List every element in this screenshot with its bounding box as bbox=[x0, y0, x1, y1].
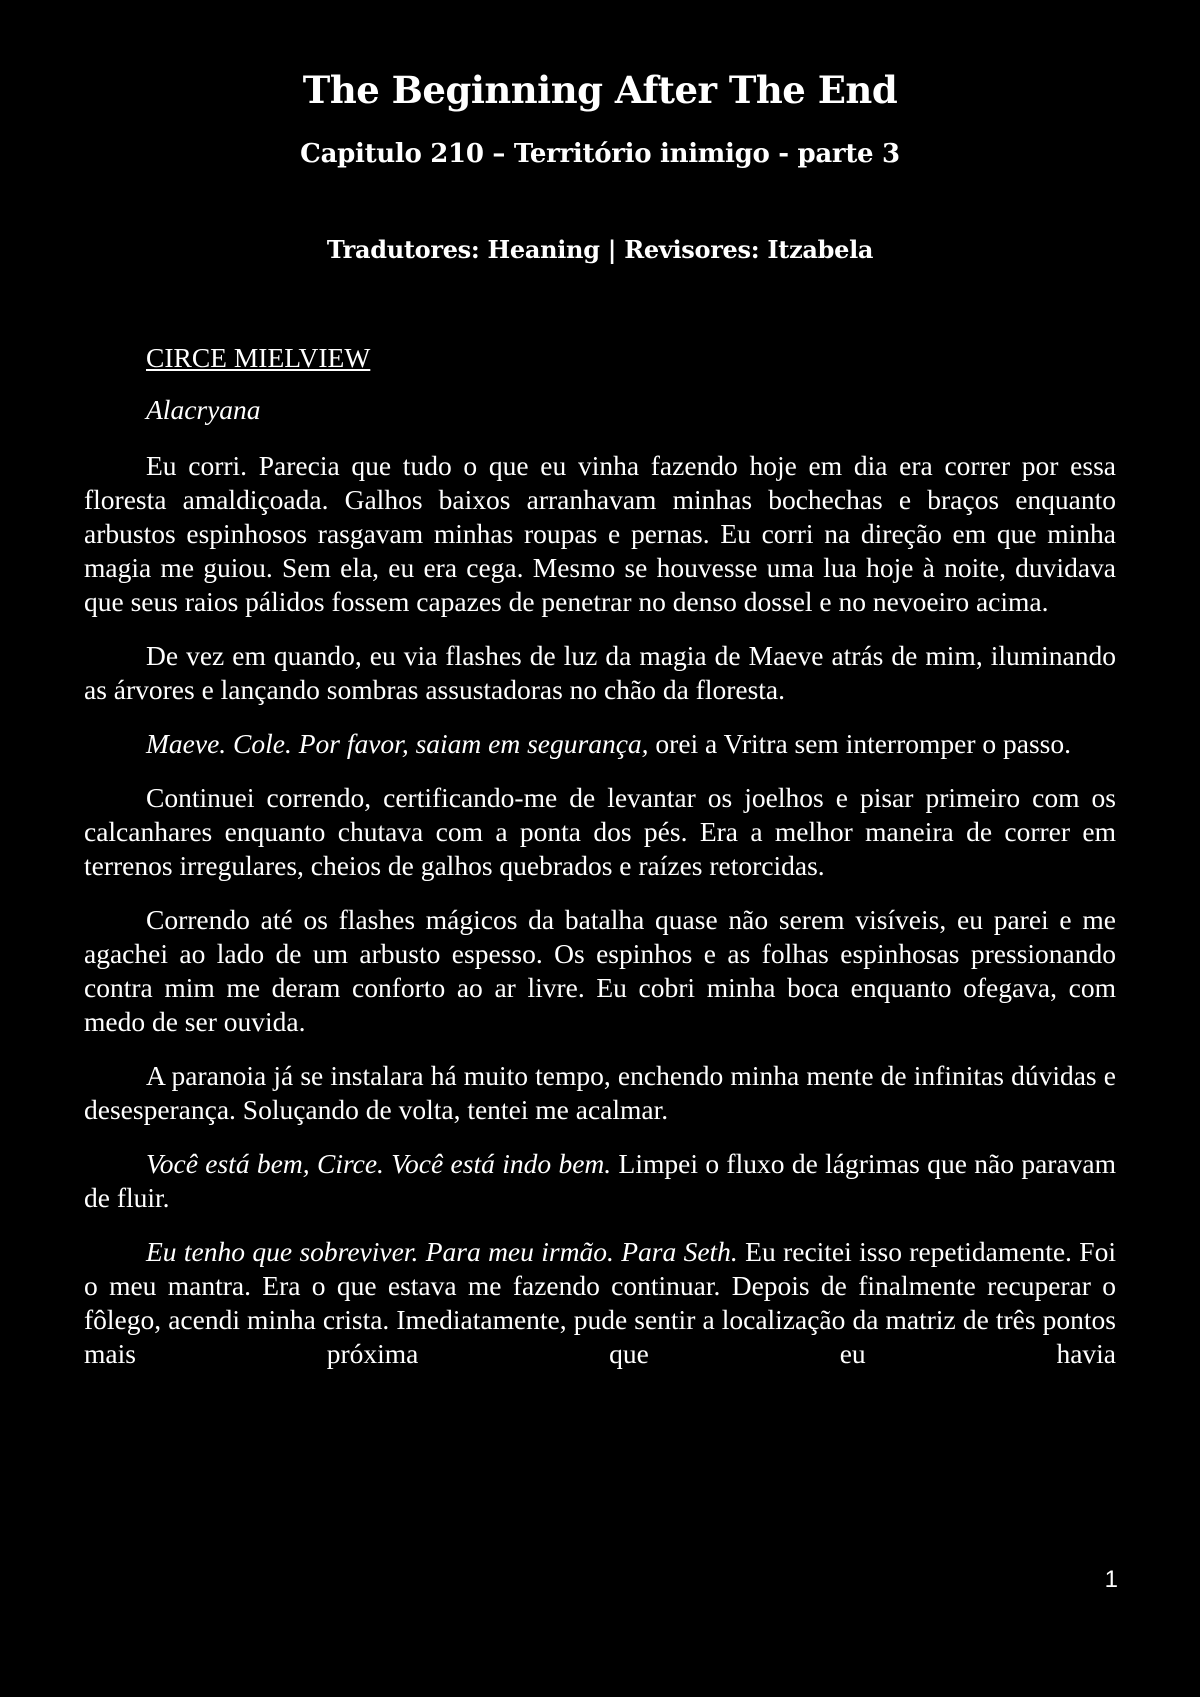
chapter-body bbox=[84, 341, 1116, 1391]
paragraph bbox=[84, 1235, 1116, 1371]
translator-credits: Tradutores: Heaning | Revisores: Itzabela bbox=[326, 235, 874, 264]
paragraph-text: De vez em quando, eu via flashes de luz da magia de Maeve atrás de mim, iluminando as árvores e lançando sombras assustadoras no chão da floresta. bbox=[84, 640, 1116, 705]
paragraph bbox=[84, 781, 1116, 883]
paragraph bbox=[84, 903, 1116, 1039]
paragraph-text: Correndo até os flashes mágicos da batalha quase não serem visíveis, eu parei e me agachei ao lado de um arbusto espesso. Os espinhos e as folhas espinhosas pressionando contra mim me deram conforto ao ar livre. Eu cobri minha boca enquanto ofegava, com medo de ser ouvida. bbox=[84, 904, 1116, 1037]
location-label: Alacryana bbox=[146, 394, 261, 425]
paragraph-text: Eu corri. Parecia que tudo o que eu vinha fazendo hoje em dia era correr por essa floresta amaldiçoada. Galhos baixos arranhavam minhas bochechas e braços enquanto arbustos espinhosos rasgavam minhas roupas e pernas. Eu corri na direção em que minha magia me guiou. Sem ela, eu era cega. Mesmo se houvesse uma lua hoje à noite, duvidava que seus raios pálidos fossem capazes de penetrar no denso dossel e no nevoeiro acima. bbox=[84, 450, 1116, 617]
paragraph-italic-text: Você está bem, Circe. Você está indo bem. bbox=[146, 1148, 612, 1179]
paragraph-text: Eu recitei isso repetidamente. Foi o meu mantra. Era o que estava me fazendo continuar. Depois de finalmente recuperar o fôlego, acendi minha crista. Imediatamente, pude sentir a localização da matriz de três pontos mais próxima que eu havia bbox=[84, 1236, 1116, 1369]
pov-character-name: CIRCE MIELVIEW bbox=[146, 342, 371, 373]
paragraph bbox=[84, 449, 1116, 619]
paragraph bbox=[84, 639, 1116, 707]
page-number: 1 bbox=[1104, 1566, 1118, 1593]
paragraph-italic-text: Maeve. Cole. Por favor, saiam em segurança, bbox=[146, 728, 649, 759]
paragraph bbox=[84, 1147, 1116, 1215]
paragraph bbox=[84, 727, 1116, 761]
paragraph-text: Limpei o fluxo de lágrimas que não paravam de fluir. bbox=[84, 1148, 1116, 1213]
paragraph bbox=[84, 1059, 1116, 1127]
paragraph-text: Continuei correndo, certificando-me de levantar os joelhos e pisar primeiro com os calcanhares enquanto chutava com a ponta dos pés. Era a melhor maneira de correr em terrenos irregulares, cheios de galhos quebrados e raízes retorcidas. bbox=[84, 782, 1116, 881]
paragraph-text: orei a Vritra sem interromper o passo. bbox=[648, 728, 1071, 759]
paragraph-text: A paranoia já se instalara há muito tempo, enchendo minha mente de infinitas dúvidas e desesperança. Soluçando de volta, tentei me acalmar. bbox=[84, 1060, 1116, 1125]
paragraph-italic-text: Eu tenho que sobreviver. Para meu irmão. Para Seth. bbox=[146, 1236, 738, 1267]
chapter-title: Capitulo 210 – Território inimigo - parte 3 bbox=[300, 139, 900, 169]
book-title: The Beginning After The End bbox=[302, 68, 898, 112]
